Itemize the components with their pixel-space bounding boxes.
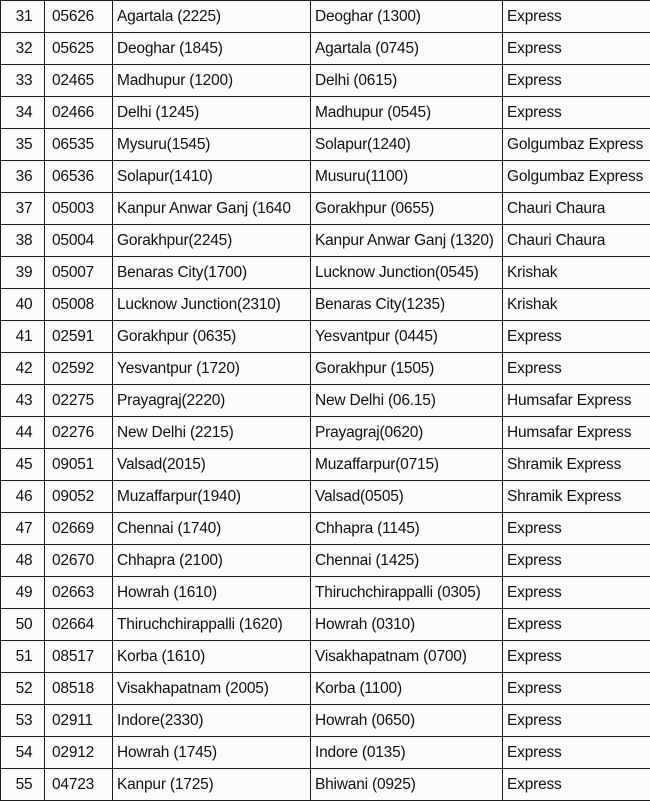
serial-number-cell: 46	[1, 481, 45, 513]
table-row	[1, 769, 650, 801]
destination-station-cell: Madhupur (0545)	[311, 97, 503, 129]
destination-station-cell: Visakhapatnam (0700)	[311, 641, 503, 673]
train-number-cell: 02911	[45, 705, 113, 737]
train-type-cell: Chauri Chaura	[503, 193, 650, 225]
table-row	[1, 385, 650, 417]
table-row	[1, 225, 650, 257]
train-number-cell: 06536	[45, 161, 113, 193]
origin-station-cell: Lucknow Junction(2310)	[113, 289, 311, 321]
serial-number-cell: 45	[1, 449, 45, 481]
origin-station-cell: Benaras City(1700)	[113, 257, 311, 289]
destination-station-cell: Muzaffarpur(0715)	[311, 449, 503, 481]
destination-station-cell: Lucknow Junction(0545)	[311, 257, 503, 289]
table-row	[1, 257, 650, 289]
table-row	[1, 513, 650, 545]
table-row	[1, 353, 650, 385]
train-type-cell: Humsafar Express	[503, 417, 650, 449]
serial-number-cell: 40	[1, 289, 45, 321]
origin-station-cell: Howrah (1745)	[113, 737, 311, 769]
train-number-cell: 05626	[45, 1, 113, 33]
origin-station-cell: Madhupur (1200)	[113, 65, 311, 97]
origin-station-cell: Gorakhpur(2245)	[113, 225, 311, 257]
serial-number-cell: 35	[1, 129, 45, 161]
serial-number-cell: 52	[1, 673, 45, 705]
train-number-cell: 05004	[45, 225, 113, 257]
table-row	[1, 129, 650, 161]
destination-station-cell: Chennai (1425)	[311, 545, 503, 577]
train-number-cell: 09051	[45, 449, 113, 481]
origin-station-cell: Korba (1610)	[113, 641, 311, 673]
train-type-cell: Express	[503, 673, 650, 705]
serial-number-cell: 32	[1, 33, 45, 65]
serial-number-cell: 44	[1, 417, 45, 449]
serial-number-cell: 37	[1, 193, 45, 225]
train-number-cell: 02465	[45, 65, 113, 97]
table-row	[1, 417, 650, 449]
serial-number-cell: 31	[1, 1, 45, 33]
origin-station-cell: Visakhapatnam (2005)	[113, 673, 311, 705]
train-number-cell: 08518	[45, 673, 113, 705]
origin-station-cell: Kanpur (1725)	[113, 769, 311, 801]
destination-station-cell: Gorakhpur (1505)	[311, 353, 503, 385]
train-type-cell: Chauri Chaura	[503, 225, 650, 257]
origin-station-cell: Mysuru(1545)	[113, 129, 311, 161]
train-type-cell: Golgumbaz Express	[503, 161, 650, 193]
serial-number-cell: 34	[1, 97, 45, 129]
origin-station-cell: Gorakhpur (0635)	[113, 321, 311, 353]
train-number-cell: 02466	[45, 97, 113, 129]
destination-station-cell: Bhiwani (0925)	[311, 769, 503, 801]
train-number-cell: 05003	[45, 193, 113, 225]
serial-number-cell: 48	[1, 545, 45, 577]
table-row	[1, 33, 650, 65]
train-number-cell: 06535	[45, 129, 113, 161]
train-type-cell: Express	[503, 737, 650, 769]
table-row	[1, 737, 650, 769]
table-row	[1, 705, 650, 737]
train-number-cell: 05008	[45, 289, 113, 321]
train-number-cell: 02591	[45, 321, 113, 353]
train-type-cell: Express	[503, 641, 650, 673]
serial-number-cell: 54	[1, 737, 45, 769]
table-row	[1, 481, 650, 513]
origin-station-cell: New Delhi (2215)	[113, 417, 311, 449]
train-type-cell: Express	[503, 769, 650, 801]
train-type-cell: Krishak	[503, 289, 650, 321]
train-number-cell: 02669	[45, 513, 113, 545]
train-number-cell: 05625	[45, 33, 113, 65]
table-row	[1, 1, 650, 33]
destination-station-cell: Solapur(1240)	[311, 129, 503, 161]
table-row	[1, 193, 650, 225]
serial-number-cell: 36	[1, 161, 45, 193]
table-row	[1, 545, 650, 577]
train-type-cell: Humsafar Express	[503, 385, 650, 417]
train-type-cell: Express	[503, 97, 650, 129]
train-number-cell: 02670	[45, 545, 113, 577]
destination-station-cell: Valsad(0505)	[311, 481, 503, 513]
table-row	[1, 321, 650, 353]
serial-number-cell: 42	[1, 353, 45, 385]
origin-station-cell: Valsad(2015)	[113, 449, 311, 481]
destination-station-cell: Delhi (0615)	[311, 65, 503, 97]
train-type-cell: Express	[503, 705, 650, 737]
train-type-cell: Krishak	[503, 257, 650, 289]
serial-number-cell: 51	[1, 641, 45, 673]
origin-station-cell: Prayagraj(2220)	[113, 385, 311, 417]
origin-station-cell: Chhapra (2100)	[113, 545, 311, 577]
train-number-cell: 02592	[45, 353, 113, 385]
origin-station-cell: Solapur(1410)	[113, 161, 311, 193]
train-number-cell: 04723	[45, 769, 113, 801]
table-row	[1, 161, 650, 193]
serial-number-cell: 50	[1, 609, 45, 641]
serial-number-cell: 55	[1, 769, 45, 801]
table-row	[1, 609, 650, 641]
destination-station-cell: Howrah (0310)	[311, 609, 503, 641]
origin-station-cell: Howrah (1610)	[113, 577, 311, 609]
serial-number-cell: 41	[1, 321, 45, 353]
origin-station-cell: Delhi (1245)	[113, 97, 311, 129]
serial-number-cell: 39	[1, 257, 45, 289]
train-type-cell: Express	[503, 577, 650, 609]
train-type-cell: Express	[503, 545, 650, 577]
train-type-cell: Express	[503, 609, 650, 641]
train-number-cell: 02912	[45, 737, 113, 769]
train-type-cell: Express	[503, 353, 650, 385]
table-row	[1, 65, 650, 97]
train-number-cell: 02276	[45, 417, 113, 449]
destination-station-cell: Yesvantpur (0445)	[311, 321, 503, 353]
destination-station-cell: Deoghar (1300)	[311, 1, 503, 33]
origin-station-cell: Indore(2330)	[113, 705, 311, 737]
train-type-cell: Golgumbaz Express	[503, 129, 650, 161]
destination-station-cell: Thiruchchirappalli (0305)	[311, 577, 503, 609]
destination-station-cell: Prayagraj(0620)	[311, 417, 503, 449]
origin-station-cell: Thiruchchirappalli (1620)	[113, 609, 311, 641]
origin-station-cell: Kanpur Anwar Ganj (1640	[113, 193, 311, 225]
train-type-cell: Express	[503, 65, 650, 97]
train-schedule-rows	[1, 1, 650, 801]
serial-number-cell: 53	[1, 705, 45, 737]
train-number-cell: 08517	[45, 641, 113, 673]
destination-station-cell: Howrah (0650)	[311, 705, 503, 737]
serial-number-cell: 47	[1, 513, 45, 545]
table-row	[1, 577, 650, 609]
train-number-cell: 02664	[45, 609, 113, 641]
serial-number-cell: 38	[1, 225, 45, 257]
origin-station-cell: Muzaffarpur(1940)	[113, 481, 311, 513]
destination-station-cell: New Delhi (06.15)	[311, 385, 503, 417]
destination-station-cell: Korba (1100)	[311, 673, 503, 705]
origin-station-cell: Agartala (2225)	[113, 1, 311, 33]
table-row	[1, 449, 650, 481]
train-type-cell: Express	[503, 513, 650, 545]
train-number-cell: 05007	[45, 257, 113, 289]
train-number-cell: 02275	[45, 385, 113, 417]
train-number-cell: 09052	[45, 481, 113, 513]
origin-station-cell: Deoghar (1845)	[113, 33, 311, 65]
destination-station-cell: Chhapra (1145)	[311, 513, 503, 545]
serial-number-cell: 49	[1, 577, 45, 609]
train-number-cell: 02663	[45, 577, 113, 609]
train-type-cell: Express	[503, 321, 650, 353]
destination-station-cell: Indore (0135)	[311, 737, 503, 769]
origin-station-cell: Yesvantpur (1720)	[113, 353, 311, 385]
serial-number-cell: 43	[1, 385, 45, 417]
destination-station-cell: Benaras City(1235)	[311, 289, 503, 321]
origin-station-cell: Chennai (1740)	[113, 513, 311, 545]
destination-station-cell: Gorakhpur (0655)	[311, 193, 503, 225]
destination-station-cell: Agartala (0745)	[311, 33, 503, 65]
table-row	[1, 289, 650, 321]
train-type-cell: Shramik Express	[503, 449, 650, 481]
destination-station-cell: Musuru(1100)	[311, 161, 503, 193]
table-row	[1, 673, 650, 705]
train-type-cell: Shramik Express	[503, 481, 650, 513]
train-type-cell: Express	[503, 33, 650, 65]
table-row	[1, 641, 650, 673]
destination-station-cell: Kanpur Anwar Ganj (1320)	[311, 225, 503, 257]
table-row	[1, 97, 650, 129]
serial-number-cell: 33	[1, 65, 45, 97]
train-type-cell: Express	[503, 1, 650, 33]
